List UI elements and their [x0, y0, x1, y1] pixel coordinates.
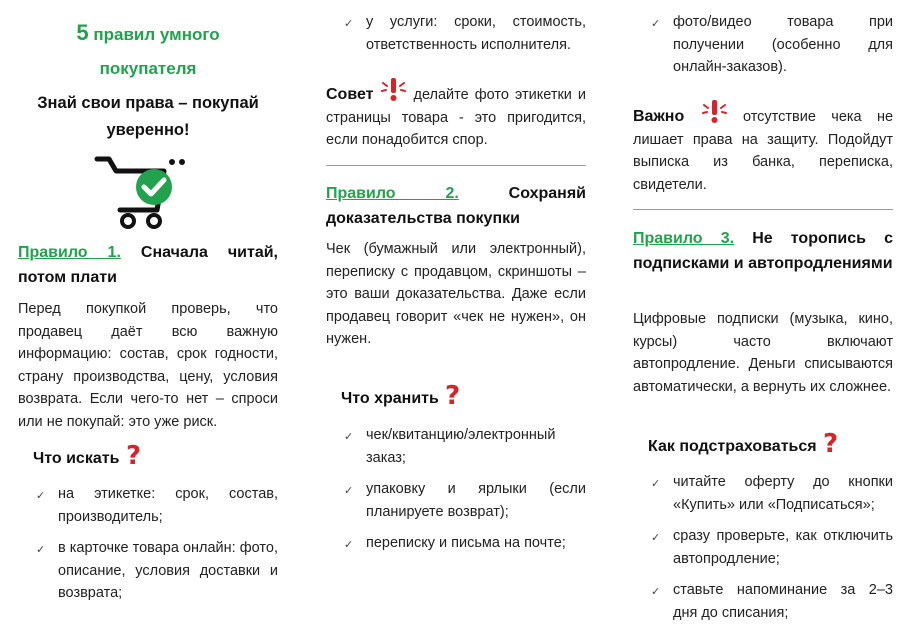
checkmark-icon: ✓ — [344, 485, 354, 497]
photo-checklist — [651, 11, 893, 79]
checkmark-icon: ✓ — [36, 490, 46, 502]
title-text: правил умного — [93, 25, 220, 44]
divider — [326, 165, 586, 166]
divider — [633, 209, 893, 210]
rule-1-text: Перед покупкой проверь, что продавец даёт всю важную информацию: состав, срок годности, страну производства, цену, условия возврата. Если чего-то нет – спроси или не покупай: это уже риск. — [18, 301, 278, 430]
title-line2: покупателя — [99, 59, 197, 78]
rule-2-link[interactable]: Правило 2. — [326, 185, 459, 202]
subtitle-line2: уверенно! — [106, 121, 190, 139]
title-number: 5 — [76, 20, 89, 45]
column-1 — [18, 0, 278, 624]
list-item: ✓ на этикетке: срок, состав, производитель; — [36, 486, 278, 525]
cart-with-check-icon — [94, 155, 194, 230]
list-item: ✓ переписку и письма на почте; — [344, 532, 586, 555]
red-question-icon — [445, 380, 463, 410]
svg-text:?: ? — [125, 441, 141, 470]
checkmark-icon: ✓ — [651, 586, 661, 598]
svg-text:?: ? — [445, 381, 461, 410]
rule-3-title: Не торопись с подписками и автопродлениями — [633, 230, 894, 272]
rule-2-heading — [326, 181, 586, 231]
rule-2-title: Сохраняй доказательства покупки — [326, 185, 586, 227]
list-item: ✓ ставьте напоминание за 2–3 дня до списания; — [651, 582, 893, 621]
important-label: Важно — [633, 108, 685, 125]
list-item: ✓ у услуги: сроки, стоимость, ответственность исполнителя. — [344, 14, 586, 53]
list-item: ✓ сразу проверьте, как отключить автопродление; — [651, 528, 893, 567]
column-3 — [633, 0, 893, 624]
rule-3-text: Цифровые подписки (музыка, кино, курсы) часто включают автопродление. Деньги списываются автоматически, а вернуть их сложнее. — [633, 311, 893, 395]
red-exclamation-icon — [379, 77, 407, 103]
list-item: ✓ упаковку и ярлыки (если планируете возврат); — [344, 481, 586, 520]
list-item: ✓ фото/видео товара при получении (особенно для онлайн-заказов). — [651, 14, 893, 75]
what-to-keep-heading — [341, 380, 581, 410]
rule-3-checklist — [651, 471, 893, 624]
list-item: ✓ в карточке товара онлайн: фото, описание, условия доставки и возврата; — [36, 540, 278, 601]
tip-paragraph: Совет делайте фото этикетки и страницы товара - это пригодится, если понадобится спор. — [326, 77, 586, 152]
page-title — [18, 16, 278, 86]
list-item: ✓ читайте оферту до кнопки «Купить» или «Подписаться»; — [651, 474, 893, 513]
red-question-icon — [823, 428, 841, 458]
tip-label: Совет — [326, 86, 374, 103]
list-item: ✓ чек/квитанцию/электронный заказ; — [344, 427, 556, 466]
rule-3-link[interactable]: Правило 3. — [633, 230, 735, 247]
what-to-look-heading — [33, 440, 273, 470]
rule-3-heading — [633, 226, 893, 276]
red-exclamation-icon — [700, 99, 728, 125]
column-2 — [326, 0, 586, 624]
rule-1-link[interactable]: Правило 1. — [18, 244, 121, 261]
checkmark-icon: ✓ — [344, 539, 354, 551]
rule-2-checklist — [344, 424, 586, 555]
important-paragraph: Важно отсутствие чека не лишает права на защиту. Подойдут выписка из банка, переписка, свидетели. — [633, 99, 893, 196]
rule-1-heading — [18, 240, 278, 290]
checkmark-icon: ✓ — [651, 18, 661, 30]
checkmark-icon: ✓ — [344, 18, 354, 30]
rule-1-title: Сначала читай, потом плати — [18, 244, 279, 286]
checkmark-icon: ✓ — [651, 532, 661, 544]
page-subtitle — [18, 90, 278, 144]
checkmark-icon: ✓ — [36, 544, 46, 556]
what-to-keep-label: Что хранить — [341, 390, 439, 407]
svg-text:?: ? — [823, 429, 839, 458]
service-checklist — [344, 11, 586, 56]
insure-label: Как подстраховаться — [648, 438, 817, 455]
red-question-icon — [126, 440, 144, 470]
checkmark-icon: ✓ — [651, 478, 661, 490]
rule-2-text: Чек (бумажный или электронный), переписку с продавцом, скриншоты – это ваши доказательства. Даже если продавец говорит «чек не нужен», он нужен. — [326, 241, 586, 347]
checkmark-icon: ✓ — [344, 431, 354, 443]
what-to-look-label: Что искать — [33, 450, 120, 467]
rule-1-checklist — [36, 483, 278, 605]
subtitle-line1: Знай свои права – покупай — [37, 94, 259, 112]
insure-heading — [648, 428, 888, 458]
